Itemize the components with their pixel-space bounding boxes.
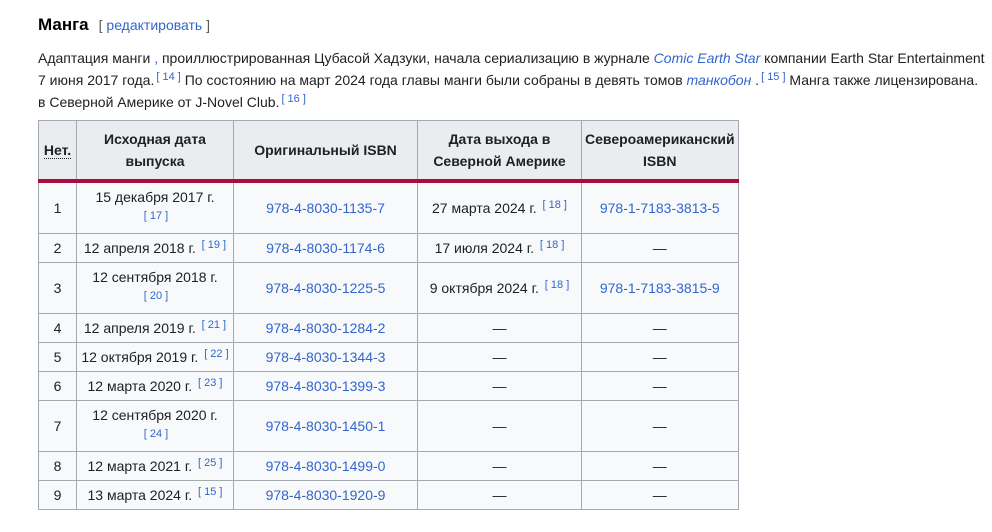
volume-number: 5 (53, 349, 62, 365)
cell-release-date (77, 372, 234, 401)
cell-original-isbn (234, 372, 418, 401)
reference-link[interactable]: [ 20 ] (143, 290, 169, 302)
cell-na-isbn (582, 263, 739, 314)
cell-na-isbn (582, 481, 739, 510)
table-row (39, 452, 739, 481)
volume-number: 6 (53, 378, 62, 394)
reference-link[interactable]: [ 22 ] (204, 348, 229, 360)
cell-na-isbn (582, 314, 739, 343)
volume-number: 4 (53, 320, 62, 336)
release-date-text: 12 октября 2019 г. (81, 349, 199, 365)
column-header-label: Исходная дата выпуска (104, 131, 206, 169)
reference-link[interactable]: [ 15 ] (761, 71, 786, 83)
column-header (582, 121, 739, 182)
na-date-text: 17 июля 2024 г. (434, 240, 535, 256)
reference-link[interactable]: [ 21 ] (201, 319, 227, 331)
empty-dash: — (492, 320, 507, 336)
volume-number: 2 (53, 240, 62, 256)
cell-number (39, 343, 77, 372)
inline-link[interactable]: , (154, 50, 159, 66)
na-date-text: 9 октября 2024 г. (429, 280, 539, 296)
cell-original-isbn (234, 401, 418, 452)
cell-number (39, 263, 77, 314)
reference-marker (144, 210, 168, 222)
section-title: Манга (38, 15, 89, 34)
section-edit (99, 17, 210, 33)
cell-original-isbn (234, 181, 418, 234)
cell-na-date (418, 401, 582, 452)
cell-number (39, 372, 77, 401)
section-heading (38, 14, 986, 36)
cell-na-date (418, 314, 582, 343)
cell-original-isbn (234, 452, 418, 481)
release-date-text: 12 марта 2020 г. (87, 378, 193, 394)
reference-marker (198, 377, 222, 389)
reference-link[interactable]: [ 24 ] (143, 428, 169, 440)
column-header-label: Оригинальный ISBN (254, 142, 397, 158)
column-header (234, 121, 418, 182)
reference-link[interactable]: [ 16 ] (281, 93, 306, 105)
paragraph-line (38, 47, 988, 69)
reference-marker (761, 71, 785, 83)
empty-dash: — (492, 487, 507, 503)
cell-na-isbn (582, 343, 739, 372)
original-isbn-link[interactable]: 978-4-8030-1399-3 (265, 378, 386, 394)
reference-link[interactable]: [ 17 ] (143, 210, 169, 222)
cell-original-isbn (234, 481, 418, 510)
column-header-label: Дата выхода в Северной Америке (433, 131, 566, 169)
empty-dash: — (492, 378, 507, 394)
paragraph-text: в Северной Америке от J-Novel Club. (38, 94, 280, 110)
cell-release-date (77, 181, 234, 234)
cell-original-isbn (234, 234, 418, 263)
volume-number: 7 (53, 418, 62, 434)
table-row (39, 234, 739, 263)
original-isbn-link[interactable]: 978-4-8030-1135-7 (266, 200, 385, 216)
release-date-text: 12 сентября 2018 г. (92, 269, 218, 285)
cell-release-date (77, 401, 234, 452)
inline-link-italic[interactable]: танкобон (686, 72, 752, 88)
empty-dash: — (652, 458, 667, 474)
reference-marker (156, 71, 180, 83)
column-header-abbr: Нет. (43, 142, 72, 158)
table-row (39, 314, 739, 343)
cell-na-date (418, 343, 582, 372)
cell-na-date (418, 234, 582, 263)
cell-original-isbn (234, 314, 418, 343)
cell-na-isbn (582, 401, 739, 452)
cell-original-isbn (234, 263, 418, 314)
empty-dash: — (492, 349, 507, 365)
cell-na-date (418, 452, 582, 481)
release-date-text: 15 декабря 2017 г. (95, 189, 215, 205)
empty-dash: — (492, 458, 507, 474)
paragraph-line (38, 69, 988, 91)
edit-open-bracket: [ (98, 17, 103, 33)
cell-na-isbn (582, 452, 739, 481)
column-header-label: Североамериканский ISBN (585, 131, 735, 169)
reference-marker (202, 319, 226, 331)
release-date-text: 12 сентября 2020 г. (92, 407, 218, 423)
inline-link-italic[interactable]: Comic Earth Star (653, 50, 761, 66)
table-body (39, 181, 739, 510)
reference-marker (144, 290, 168, 302)
reference-link[interactable]: [ 15 ] (198, 486, 223, 498)
empty-dash: — (652, 320, 667, 336)
cell-number (39, 181, 77, 234)
reference-link[interactable]: [ 23 ] (198, 377, 223, 389)
cell-release-date (77, 314, 234, 343)
reference-link[interactable]: [ 18 ] (544, 279, 570, 291)
na-isbn-link[interactable]: 978-1-7183-3813-5 (599, 200, 720, 216)
cell-na-date (418, 181, 582, 234)
release-date-text: 12 марта 2021 г. (87, 458, 193, 474)
original-isbn-link[interactable]: 978-4-8030-1344-3 (265, 349, 386, 365)
reference-marker (204, 348, 228, 360)
original-isbn-link[interactable]: 978-4-8030-1920-9 (265, 487, 386, 503)
empty-dash: — (492, 418, 507, 434)
reference-link[interactable]: [ 25 ] (198, 457, 223, 469)
volume-number: 1 (53, 200, 62, 216)
table-row (39, 263, 739, 314)
cell-na-isbn (582, 181, 739, 234)
paragraph-text: 7 июня 2017 года. (38, 72, 155, 88)
reference-marker (202, 239, 226, 251)
release-date-text: 12 апреля 2018 г. (83, 240, 196, 256)
paragraph-text: Адаптация манги (38, 50, 155, 66)
cell-number (39, 314, 77, 343)
empty-dash: — (652, 349, 667, 365)
empty-dash: — (652, 487, 667, 503)
cell-release-date (77, 343, 234, 372)
cell-na-date (418, 263, 582, 314)
column-header (418, 121, 582, 182)
cell-release-date (77, 452, 234, 481)
intro-paragraph (38, 47, 988, 113)
original-isbn-link[interactable]: 978-4-8030-1225-5 (265, 280, 386, 296)
column-header (77, 121, 234, 182)
table-header (39, 121, 739, 182)
volumes-table (38, 120, 739, 510)
cell-na-date (418, 372, 582, 401)
table-row (39, 372, 739, 401)
original-isbn-link[interactable]: 978-4-8030-1174-6 (266, 240, 385, 256)
cell-release-date (77, 234, 234, 263)
cell-number (39, 481, 77, 510)
na-isbn-link[interactable]: 978-1-7183-3815-9 (599, 280, 720, 296)
cell-original-isbn (234, 343, 418, 372)
reference-link[interactable]: [ 14 ] (156, 71, 181, 83)
paragraph-text: компании Earth Star Entertainment (760, 50, 985, 66)
empty-dash: — (652, 240, 667, 256)
cell-number (39, 452, 77, 481)
volume-number: 3 (53, 280, 62, 296)
release-date-text: 12 апреля 2019 г. (83, 320, 196, 336)
reference-link[interactable]: [ 18 ] (539, 239, 565, 251)
cell-release-date (77, 263, 234, 314)
paragraph-text: По состоянию на март 2024 года главы манги были собраны в девять томов (180, 72, 687, 88)
table-row (39, 401, 739, 452)
reference-marker (543, 199, 567, 211)
na-date-text: 27 марта 2024 г. (432, 200, 537, 216)
reference-link[interactable]: [ 19 ] (201, 239, 227, 251)
original-isbn-link[interactable]: 978-4-8030-1499-0 (265, 458, 386, 474)
reference-link[interactable]: [ 18 ] (542, 199, 567, 211)
original-isbn-link[interactable]: 978-4-8030-1284-2 (265, 320, 386, 336)
reference-marker (144, 428, 168, 440)
cell-number (39, 234, 77, 263)
release-date-text: 13 марта 2024 г. (87, 487, 193, 503)
table-row (39, 181, 739, 234)
paragraph-text: . (751, 72, 760, 88)
table-row (39, 343, 739, 372)
section-edit-link[interactable]: редактировать (106, 17, 203, 33)
edit-close-bracket: ] (206, 17, 210, 33)
paragraph-text: проиллюстрированная Цубасой Хадзуки, начала сериализацию в журнале (158, 50, 654, 66)
paragraph-line (38, 91, 988, 113)
reference-marker (198, 457, 222, 469)
cell-na-isbn (582, 372, 739, 401)
volume-number: 8 (53, 458, 62, 474)
reference-marker (281, 93, 305, 105)
reference-marker (198, 486, 222, 498)
cell-na-date (418, 481, 582, 510)
reference-marker (545, 279, 569, 291)
cell-number (39, 401, 77, 452)
empty-dash: — (652, 378, 667, 394)
empty-dash: — (652, 418, 667, 434)
paragraph-text: Манга также лицензирована. (785, 72, 979, 88)
column-header (39, 121, 77, 182)
volume-number: 9 (53, 487, 62, 503)
original-isbn-link[interactable]: 978-4-8030-1450-1 (265, 418, 386, 434)
table-header-row (39, 121, 739, 182)
cell-release-date (77, 481, 234, 510)
cell-na-isbn (582, 234, 739, 263)
reference-marker (540, 239, 564, 251)
table-row (39, 481, 739, 510)
